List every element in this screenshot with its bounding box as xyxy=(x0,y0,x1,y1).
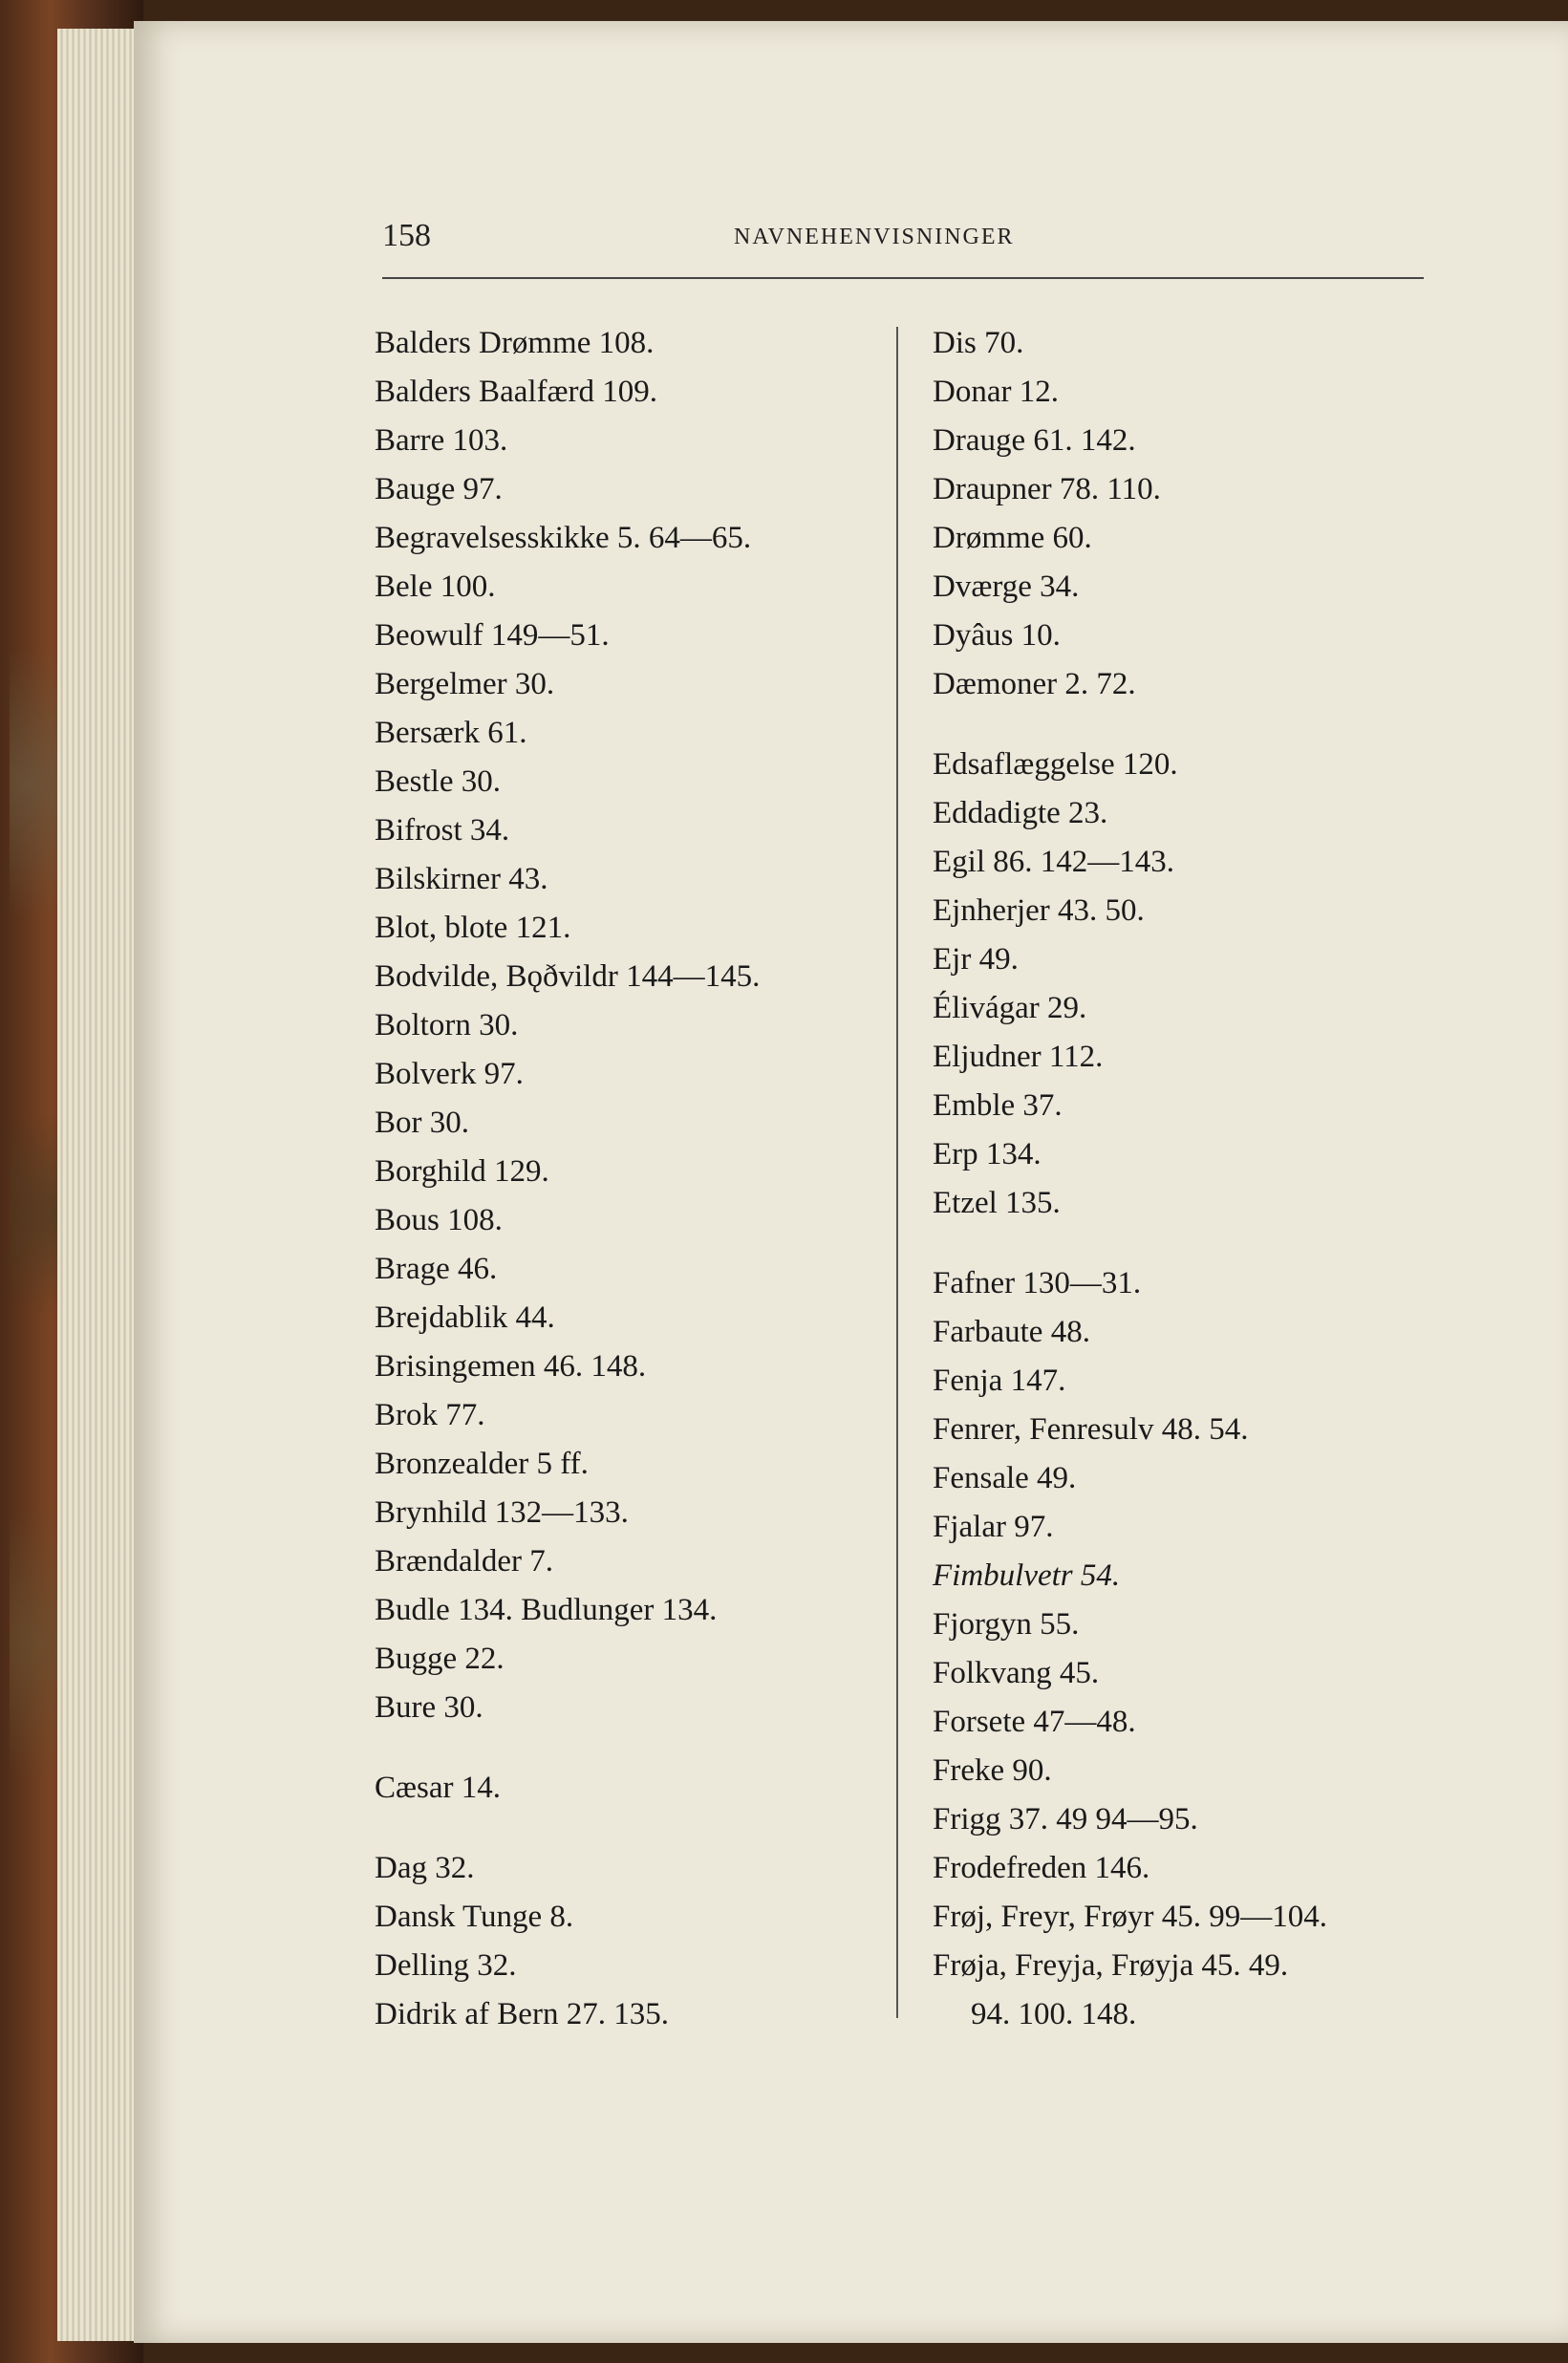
index-entry: Budle 134. Budlunger 134. xyxy=(375,1593,718,1627)
index-entry: Eljudner 112. xyxy=(933,1040,1104,1074)
index-entry: Brynhild 132—133. xyxy=(375,1495,629,1530)
index-entry: Delling 32. xyxy=(375,1948,517,1983)
index-entry: Bor 30. xyxy=(375,1106,469,1140)
index-entry: Bilskirner 43. xyxy=(375,862,548,896)
index-entry: Frodefreden 146. xyxy=(933,1851,1150,1885)
index-entry: Fimbulvetr 54. xyxy=(933,1558,1121,1593)
index-entry: Fenja 147. xyxy=(933,1364,1066,1398)
index-entry: Dyâus 10. xyxy=(933,618,1061,653)
page-number: 158 xyxy=(382,218,431,253)
index-entry: Bersærk 61. xyxy=(375,716,527,750)
index-entry: Bergelmer 30. xyxy=(375,667,555,701)
index-entry: Drauge 61. 142. xyxy=(933,423,1136,458)
index-entry: Eddadigte 23. xyxy=(933,796,1108,830)
index-entry: Cæsar 14. xyxy=(375,1771,501,1805)
index-entry: Fjorgyn 55. xyxy=(933,1607,1080,1642)
index-entry: Élivágar 29. xyxy=(933,991,1087,1025)
index-entry: Fenrer, Fenresulv 48. 54. xyxy=(933,1412,1249,1447)
index-column-right xyxy=(933,319,1468,2039)
index-entry: Bous 108. xyxy=(375,1203,503,1237)
index-entry: Erp 134. xyxy=(933,1137,1042,1171)
index-entry: Bele 100. xyxy=(375,569,496,604)
index-entry: Dis 70. xyxy=(933,326,1024,360)
index-entry: Frigg 37. 49 94—95. xyxy=(933,1802,1198,1837)
index-entry: Bugge 22. xyxy=(375,1642,505,1676)
index-entry: Dag 32. xyxy=(375,1851,475,1885)
index-entry: Bronzealder 5 ff. xyxy=(375,1447,589,1481)
index-entry: Fjalar 97. xyxy=(933,1510,1054,1544)
index-entry: Balders Drømme 108. xyxy=(375,326,655,360)
index-entry: Brejdablik 44. xyxy=(375,1300,555,1335)
index-entry: Bure 30. xyxy=(375,1690,483,1725)
index-entry: Folkvang 45. xyxy=(933,1656,1100,1690)
index-entry: Bolverk 97. xyxy=(375,1057,524,1091)
index-entry: Brændalder 7. xyxy=(375,1544,553,1579)
index-entry: Borghild 129. xyxy=(375,1154,549,1189)
index-entry: Emble 37. xyxy=(933,1088,1063,1123)
index-entry: Farbaute 48. xyxy=(933,1315,1090,1349)
index-entry: Begravelsesskikke 5. 64—65. xyxy=(375,521,752,555)
index-entry: Egil 86. 142—143. xyxy=(933,845,1174,879)
index-entry-continuation: 94. 100. 148. xyxy=(971,1997,1137,2031)
index-entry: Dværge 34. xyxy=(933,569,1080,604)
index-entry: Beowulf 149—51. xyxy=(375,618,610,653)
page-header xyxy=(382,218,1424,275)
index-entry: Fafner 130—31. xyxy=(933,1266,1142,1300)
index-entry: Ejr 49. xyxy=(933,942,1019,977)
index-entry: Brisingemen 46. 148. xyxy=(375,1349,647,1384)
index-entry: Frøja, Freyja, Frøyja 45. 49. xyxy=(933,1948,1289,1983)
index-entry: Frøj, Freyr, Frøyr 45. 99—104. xyxy=(933,1900,1327,1934)
index-entry: Boltorn 30. xyxy=(375,1008,519,1042)
index-entry: Bodvilde, Bǫðvildr 144—145. xyxy=(375,959,761,994)
index-entry: Drømme 60. xyxy=(933,521,1092,555)
index-entry: Bestle 30. xyxy=(375,764,501,799)
index-entry: Edsaflæggelse 120. xyxy=(933,747,1178,782)
index-entry: Barre 103. xyxy=(375,423,508,458)
index-entry: Etzel 135. xyxy=(933,1186,1061,1220)
index-entry: Brok 77. xyxy=(375,1398,485,1432)
index-entry: Ejnherjer 43. 50. xyxy=(933,893,1145,928)
index-entry: Donar 12. xyxy=(933,375,1059,409)
running-title: NAVNEHENVISNINGER xyxy=(734,225,1015,249)
column-divider xyxy=(896,327,898,2018)
index-entry: Forsete 47—48. xyxy=(933,1705,1136,1739)
index-entry: Fensale 49. xyxy=(933,1461,1077,1495)
index-entry: Brage 46. xyxy=(375,1252,498,1286)
index-entry: Draupner 78. 110. xyxy=(933,472,1161,506)
index-entry: Bauge 97. xyxy=(375,472,503,506)
index-entry: Blot, blote 121. xyxy=(375,911,571,945)
index-entry: Freke 90. xyxy=(933,1753,1052,1788)
header-rule xyxy=(382,277,1424,279)
index-column-left xyxy=(375,319,891,2039)
index-entry: Didrik af Bern 27. 135. xyxy=(375,1997,669,2031)
index-entry: Dæmoner 2. 72. xyxy=(933,667,1136,701)
index-entry: Dansk Tunge 8. xyxy=(375,1900,574,1934)
index-entry: Bifrost 34. xyxy=(375,813,510,848)
index-entry: Balders Baalfærd 109. xyxy=(375,375,658,409)
